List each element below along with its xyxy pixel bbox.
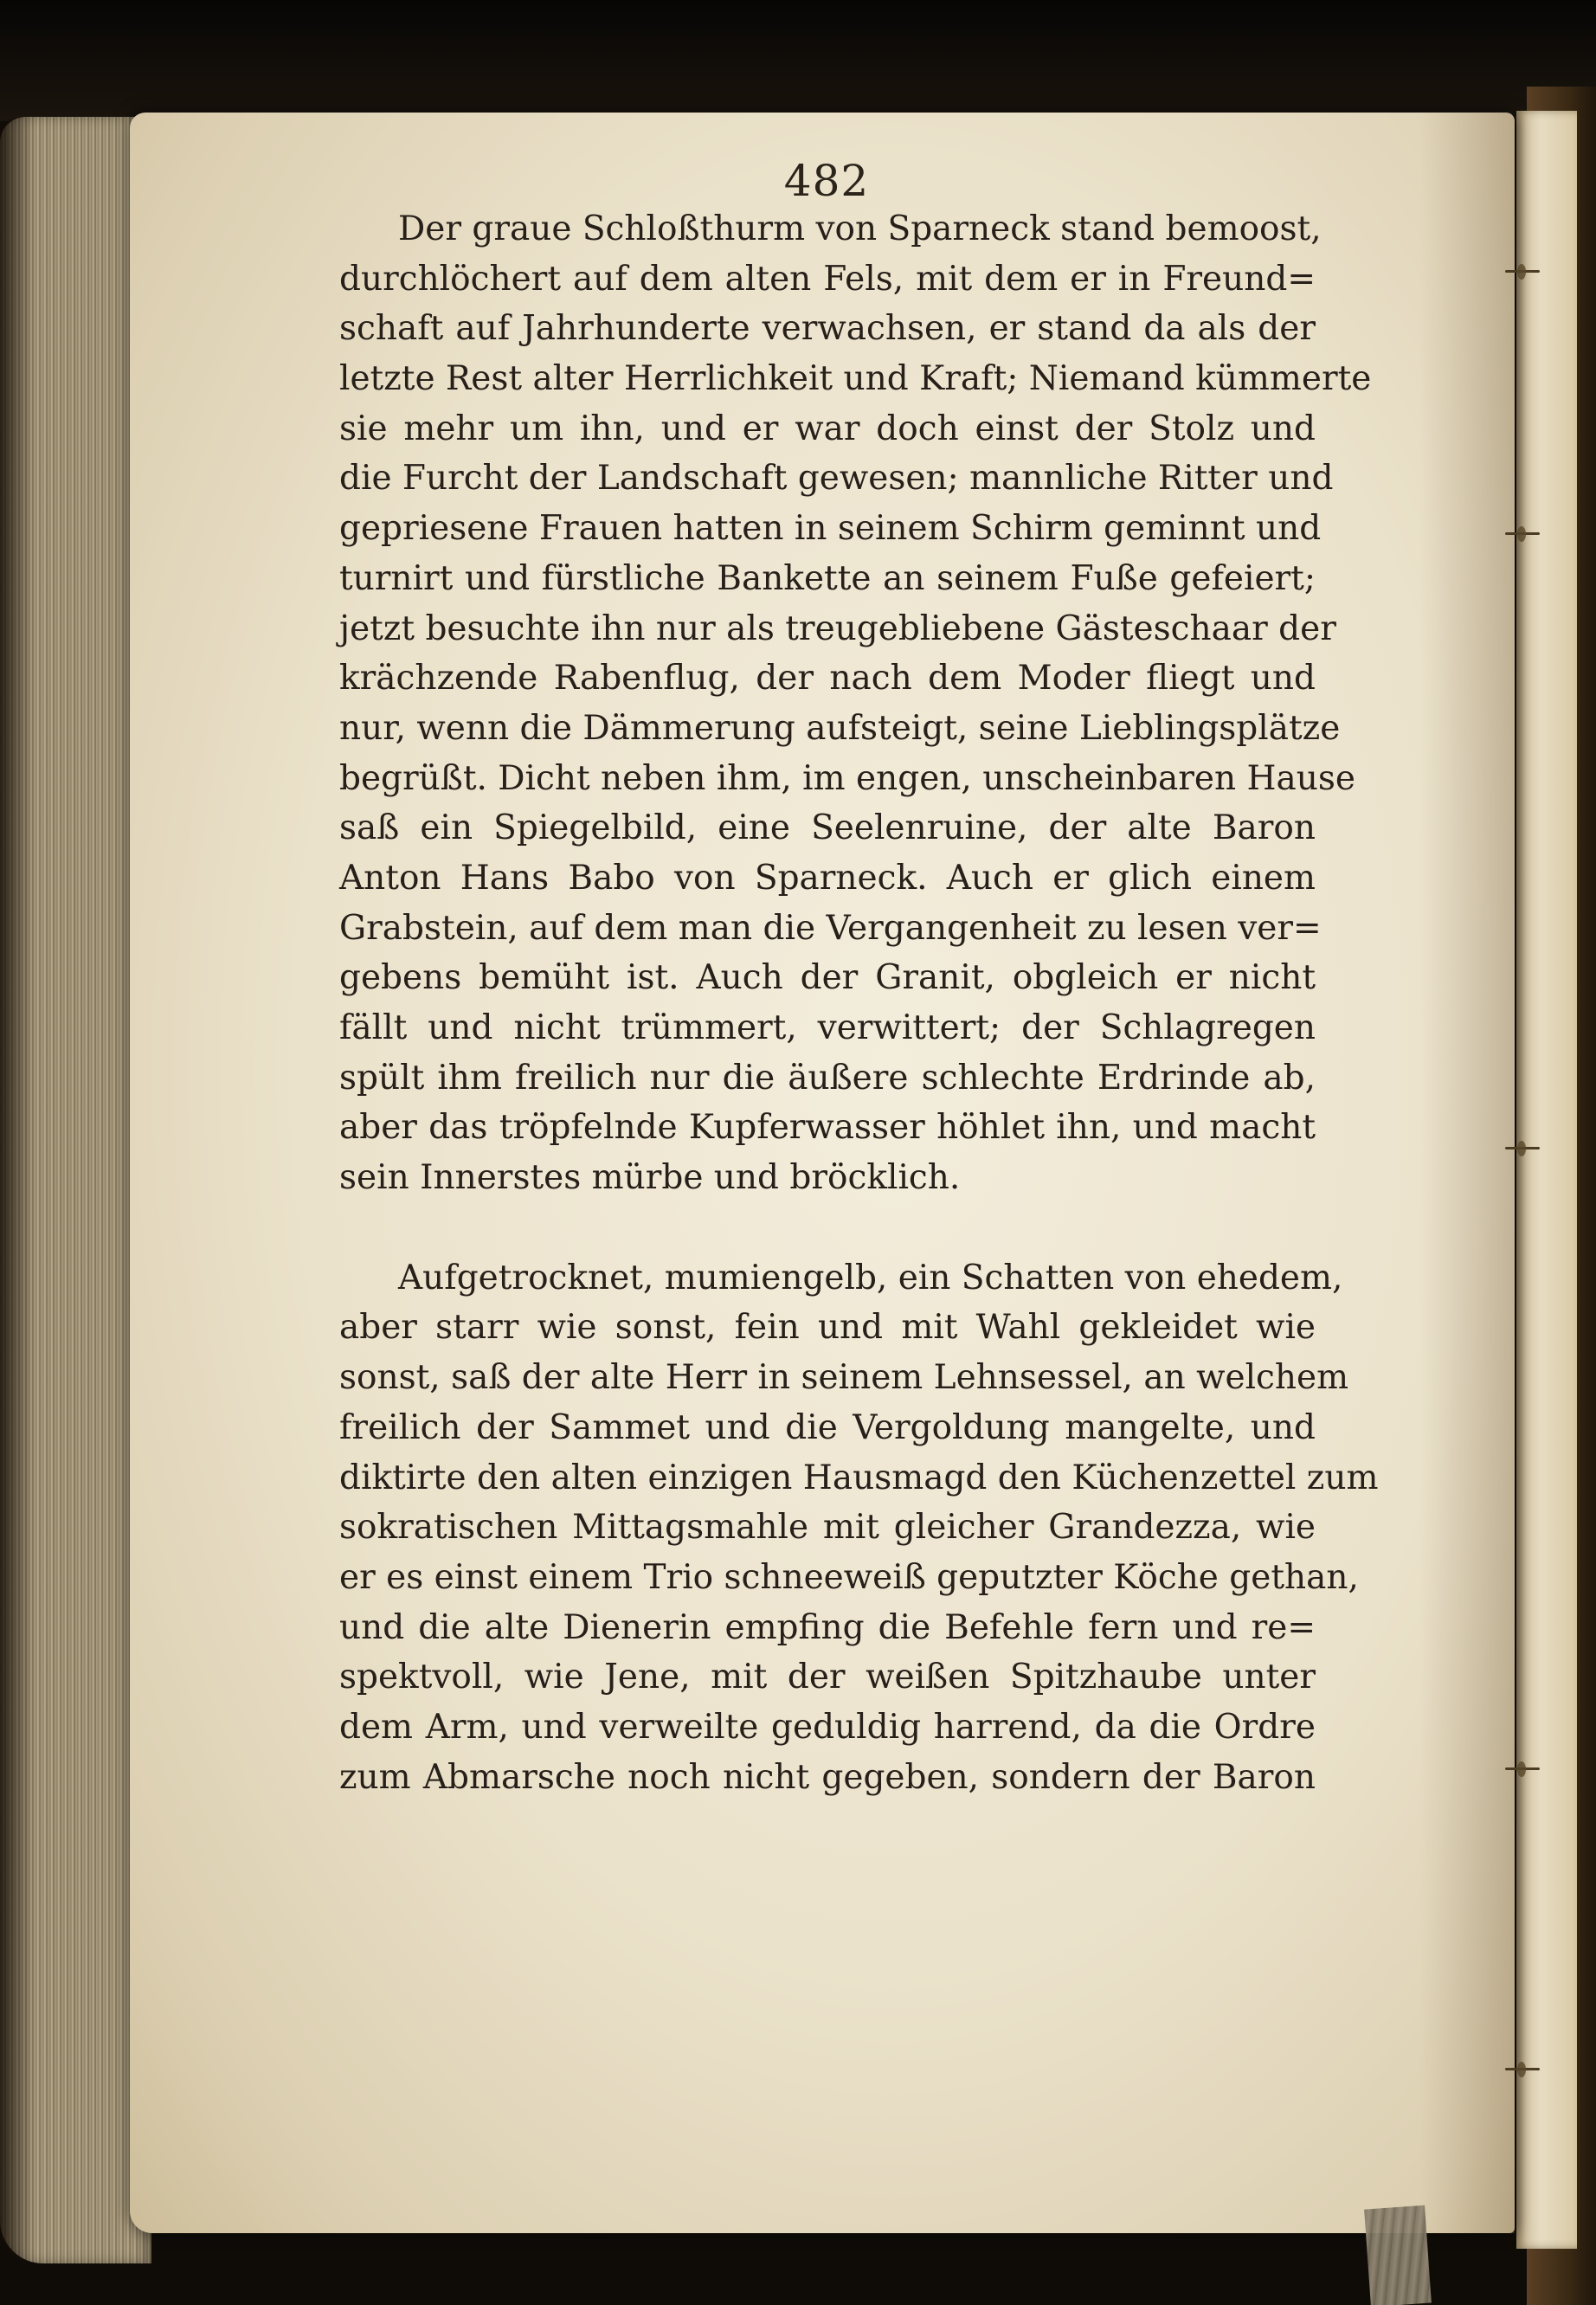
text-line: spült ihm freilich nur die äußere schlechte Erdrinde ab,: [339, 1058, 1316, 1098]
text-line: Der graue Schloßthurm von Sparneck stand bemoost,: [398, 209, 1322, 248]
text-line: gepriesene Frauen hatten in seinem Schirm geminnt und: [339, 509, 1322, 549]
ribbon-bookmark: [1364, 2205, 1432, 2305]
text-line: und die alte Dienerin empfing die Befehle fern und re=: [339, 1607, 1316, 1647]
text-line: Grabstein, auf dem man die Vergangenheit zu lesen ver=: [339, 908, 1322, 948]
text-line: aber starr wie sonst, fein und mit Wahl gekleidet wie: [339, 1308, 1316, 1348]
paragraph-2: [339, 1253, 1379, 1803]
text-line: letzte Rest alter Herrlichkeit und Kraft; Niemand kümmerte: [339, 359, 1372, 399]
binding-stitch: [1502, 1141, 1541, 1156]
text-line: sein Innerstes mürbe und bröcklich.: [339, 1158, 961, 1198]
text-line: diktirte den alten einzigen Hausmagd den Küchenzettel zum: [339, 1458, 1379, 1497]
page-number: 482: [783, 156, 870, 206]
binding-stitch: [1502, 264, 1541, 280]
text-line: gebens bemüht ist. Auch der Granit, obgleich er nicht: [339, 958, 1316, 998]
binding-stitch: [1502, 2062, 1541, 2077]
text-line: turnirt und fürstliche Bankette an seinem Fuße gefeiert;: [339, 558, 1316, 598]
text-line: spektvoll, wie Jene, mit der weißen Spitzhaube unter: [339, 1658, 1316, 1697]
text-line: jetzt besuchte ihn nur als treugebliebene Gästeschaar der: [339, 608, 1336, 648]
text-line: freilich der Sammet und die Vergoldung mangelte, und: [339, 1407, 1316, 1447]
text-line: fällt und nicht trümmert, verwittert; der Schlagregen: [339, 1008, 1316, 1047]
text-line: sie mehr um ihn, und er war doch einst der Stolz und: [339, 409, 1316, 448]
text-line: sokratischen Mittagsmahle mit gleicher Grandezza, wie: [339, 1508, 1316, 1548]
text-line: sonst, saß der alte Herr in seinem Lehnsessel, an welchem: [339, 1358, 1349, 1398]
binding-stitch: [1502, 1761, 1541, 1777]
background: [0, 0, 1596, 121]
page-gutter: [1419, 113, 1515, 2233]
text-line: begrüßt. Dicht neben ihm, im engen, unscheinbaren Hause: [339, 758, 1355, 798]
binding-stitch: [1502, 526, 1541, 542]
text-line: schaft auf Jahrhunderte verwachsen, er stand da als der: [339, 309, 1316, 349]
text-line: Anton Hans Babo von Sparneck. Auch er glich einem: [339, 858, 1316, 898]
text-line: krächzende Rabenflug, der nach dem Moder fliegt und: [339, 659, 1316, 699]
text-line: saß ein Spiegelbild, eine Seelenruine, der alte Baron: [339, 808, 1316, 848]
text-line: er es einst einem Trio schneeweiß geputzter Köche gethan,: [339, 1557, 1359, 1597]
text-line: Aufgetrocknet, mumiengelb, ein Schatten von ehedem,: [398, 1258, 1343, 1297]
text-line: die Furcht der Landschaft gewesen; mannliche Ritter und: [339, 459, 1334, 499]
text-line: durchlöchert auf dem alten Fels, mit dem er in Freund=: [339, 259, 1316, 299]
text-line: nur, wenn die Dämmerung aufsteigt, seine Lieblingsplätze: [339, 708, 1341, 748]
facing-page-edge: [1516, 111, 1577, 2249]
body-text: [339, 204, 1379, 1802]
text-line: zum Abmarsche noch nicht gegeben, sondern der Baron: [339, 1757, 1316, 1797]
text-line: aber das tröpfelnde Kupferwasser höhlet ihn, und macht: [339, 1108, 1316, 1148]
paragraph-1: [339, 204, 1372, 1203]
text-line: dem Arm, und verweilte geduldig harrend, da die Ordre: [339, 1707, 1316, 1747]
